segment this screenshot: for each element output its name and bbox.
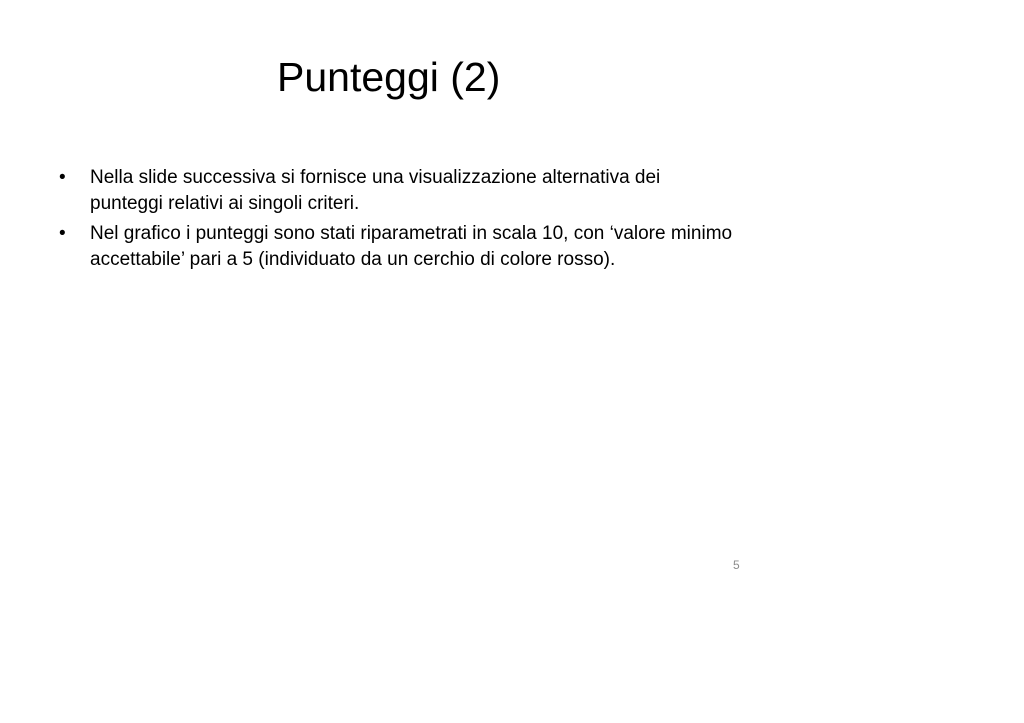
bullet-dot-icon: • [59,167,66,188]
page-number: 5 [733,558,740,572]
bullet-item [56,221,736,273]
bullet-item [56,165,736,217]
bullet-list [56,165,736,277]
slide-title: Punteggi (2) [277,54,501,100]
bullet-text: Nel grafico i punteggi sono stati riparametrati in scala 10, con ‘valore minimo accettabile’ pari a 5 (individuato da un cerchio di colore rosso). [90,223,733,270]
bullet-dot-icon: • [59,223,66,244]
bullet-text: Nella slide successiva si fornisce una visualizzazione alternativa dei punteggi relativi ai singoli criteri. [90,167,661,214]
